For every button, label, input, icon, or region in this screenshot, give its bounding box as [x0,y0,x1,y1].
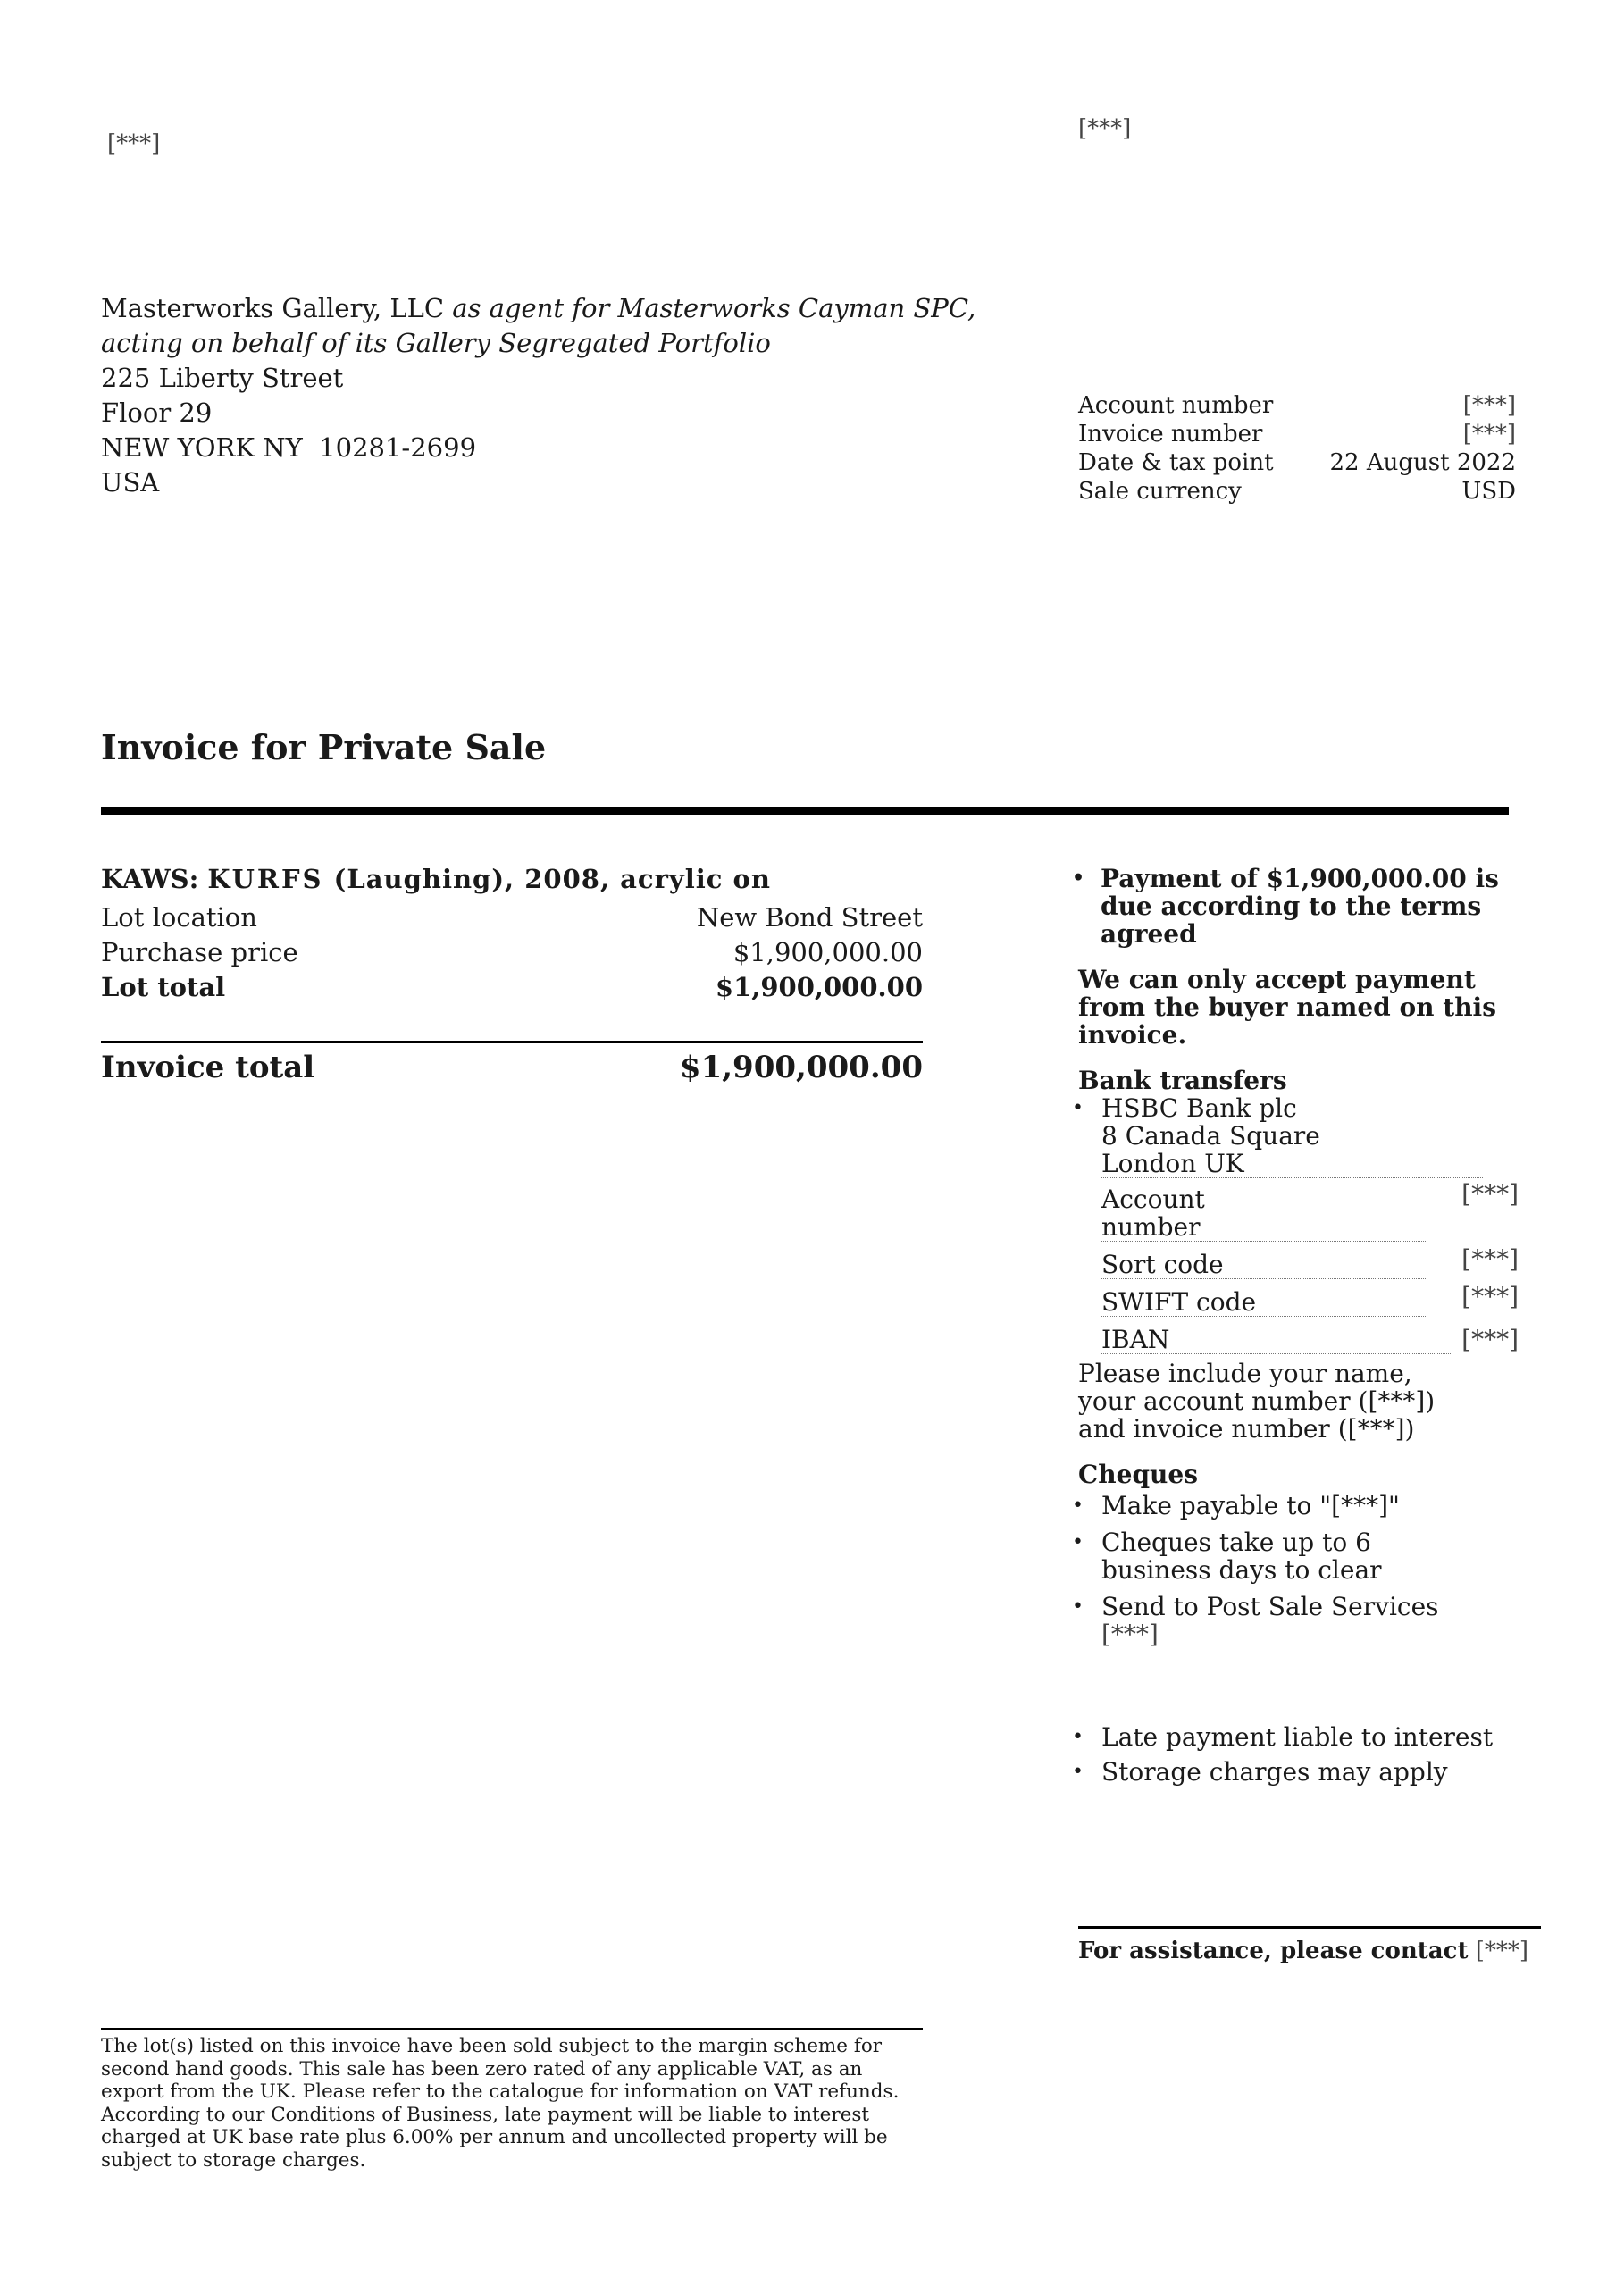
bank-sort-value: [***] [1461,1244,1519,1274]
header-redaction-left: [***] [107,130,161,157]
bank-sort-label: Sort code [1101,1251,1426,1279]
payment-buyer-only: We can only accept payment from the buyer named on this invoice. [1078,965,1496,1050]
address-floor: Floor 29 [101,398,213,428]
assistance-rule [1078,1926,1541,1929]
payment-due: • Payment of $1,900,000.00 is due according to the terms agreed [1072,865,1519,948]
invoice-meta [1078,391,1516,506]
meta-currency-label: Sale currency [1078,478,1242,505]
invoice-total-row [101,1045,923,1090]
lot-price-value: $1,900,000.00 [732,937,923,967]
page-title: Invoice for Private Sale [101,727,547,767]
footer-note: The lot(s) listed on this invoice have been sold subject to the margin scheme for second hand goods. This sale has been zero rated of any applicable VAT, as an export from the UK. Please refer to the catalogue for information on VAT refunds. According to our Conditions of Business, late payment will be liable to interest charged at UK base rate plus 6.00% per annum and uncollected property will be subject to storage charges. [101,2035,900,2172]
lot-total-row [101,970,923,1005]
agent-line1: as agent for Masterworks Cayman SPC, [452,293,976,323]
cheque-send-line2: [***] [1101,1620,1159,1649]
bank-sort-row [1101,1244,1519,1279]
meta-account-value: [***] [1462,392,1516,419]
meta-account-row [1078,391,1516,420]
address-country: USA [101,467,160,498]
bank-name: • HSBC Bank plc [1101,1093,1297,1123]
bank-swift-value: [***] [1461,1282,1519,1311]
address-city: NEW YORK NY 10281-2699 [101,432,477,463]
cheque-clear-time: • Cheques take up to 6 business days to clear [1072,1528,1477,1584]
bank-iban-value: [***] [1461,1325,1519,1354]
meta-date-row [1078,448,1516,477]
meta-account-label: Account number [1078,392,1274,419]
lot-location-row [101,900,923,935]
assistance-contact: [***] [1475,1938,1529,1964]
bank-account-value: [***] [1461,1179,1519,1209]
bank-iban-label: IBAN [1101,1326,1452,1354]
lot-price-row [101,935,923,970]
payment-column [1072,865,1519,1786]
lot-artist: KAWS: [101,864,208,894]
late-payment-note: • Late payment liable to interest [1072,1723,1519,1751]
meta-invoice-row [1078,420,1516,448]
address-block [101,291,994,500]
cheques-heading: Cheques [1078,1460,1198,1489]
lot-total-value: $1,900,000.00 [715,972,923,1002]
bank-swift-label: SWIFT code [1101,1288,1426,1317]
meta-invoice-label: Invoice number [1078,421,1263,448]
storage-note: • Storage charges may apply [1072,1758,1519,1786]
include-note: Please include your name, your account number ([***]) and invoice number ([***]) [1078,1359,1436,1444]
lot-section [101,862,923,1005]
lot-title [101,862,923,897]
cheque-payable: • Make payable to "[***]" [1072,1492,1519,1520]
lot-description: (Laughing), 2008, acrylic on [323,864,771,894]
lot-total-label: Lot total [101,972,226,1002]
bank-swift-row [1101,1282,1519,1317]
meta-currency-value: USD [1461,478,1516,505]
cheque-send-line1: • Send to Post Sale Services [1101,1592,1439,1621]
bank-heading: Bank transfers [1078,1066,1287,1095]
invoice-total-value: $1,900,000.00 [679,1050,923,1085]
bank-account-row [1101,1179,1519,1242]
footer-rule [101,2028,923,2030]
bank-street: 8 Canada Square [1101,1121,1320,1151]
bank-iban-row [1101,1326,1519,1354]
address-street: 225 Liberty Street [101,363,344,393]
address-company-line [101,291,994,326]
assistance-line [1078,1937,1528,1965]
lot-location-value: New Bond Street [696,902,923,933]
meta-currency-row [1078,477,1516,506]
title-rule [101,807,1509,815]
lot-price-label: Purchase price [101,937,298,967]
meta-date-value: 22 August 2022 [1329,449,1516,476]
invoice-total-label: Invoice total [101,1050,315,1085]
bank-details [1072,1179,1519,1354]
lot-name: KURFS [207,864,324,894]
bank-account-label-wrap [1101,1185,1426,1242]
cheque-send [1072,1593,1519,1648]
lot-location-label: Lot location [101,902,257,933]
assistance-label: For assistance, please contact [1078,1938,1469,1964]
header-redaction-right: [***] [1078,115,1132,142]
company-name: Masterworks Gallery, LLC [101,293,445,323]
meta-date-label: Date & tax point [1078,449,1274,476]
bank-account-label: Account number [1101,1185,1205,1242]
agent-line2: acting on behalf of its Gallery Segregated Portfolio [101,328,771,358]
bank-city: London UK [1101,1150,1483,1178]
total-rule [101,1041,923,1043]
meta-invoice-value: [***] [1462,421,1516,448]
bank-address [1072,1094,1519,1178]
